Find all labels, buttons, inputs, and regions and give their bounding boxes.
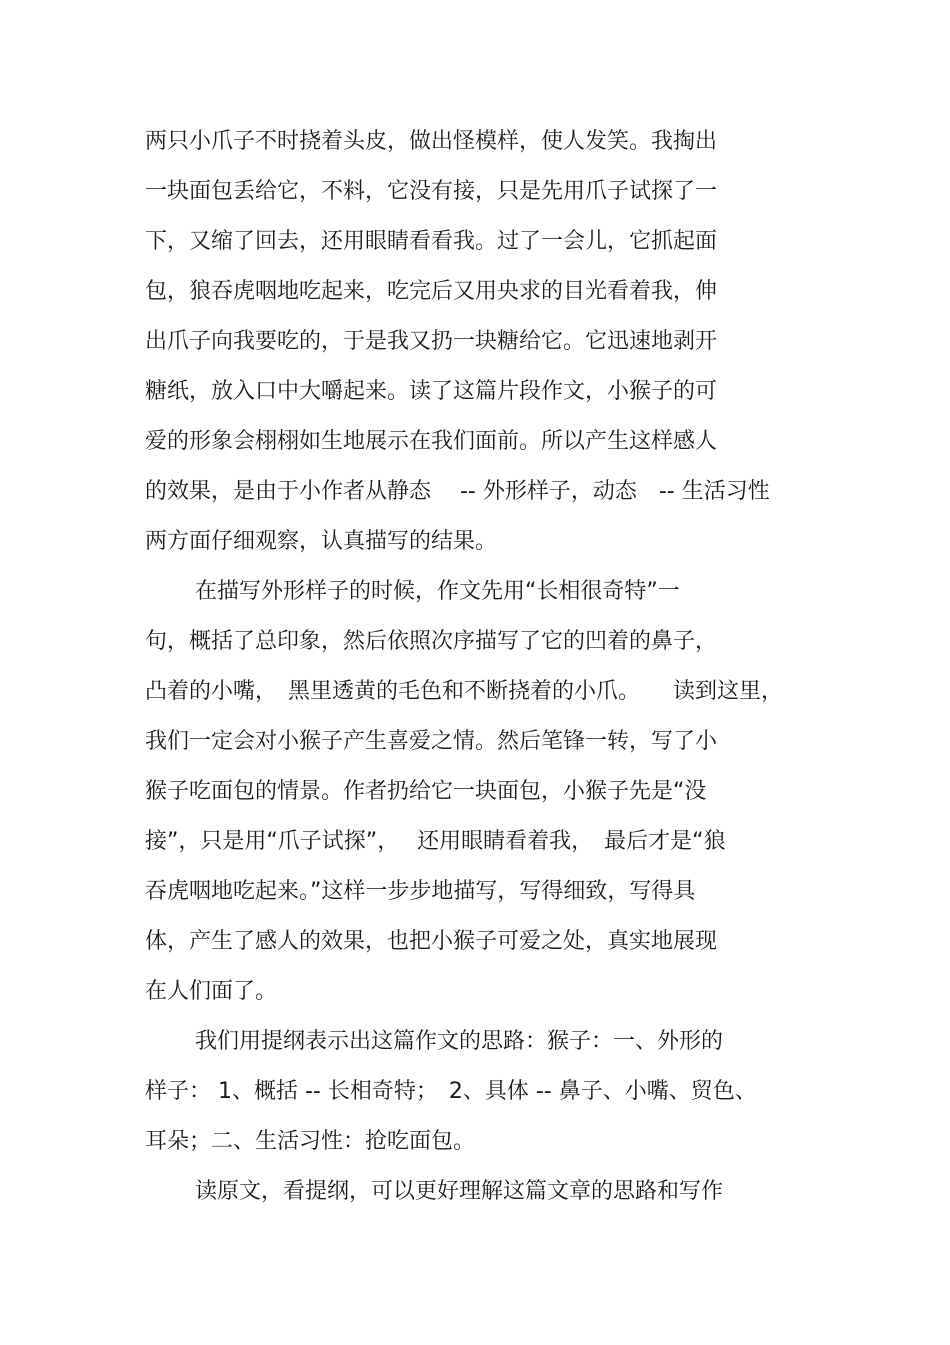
text-line: 凸着的小嘴， 黑里透黄的毛色和不断挠着的小爪。 读到这里，: [145, 679, 784, 704]
text-line: 体，产生了感人的效果，也把小猴子可爱之处，真实地展现: [145, 929, 718, 954]
text-line: 样子： 1、概括 -- 长相奇特； 2、具体 -- 鼻子、小嘴、贸色、: [145, 1079, 757, 1104]
text-line: 猴子吃面包的情景。作者扔给它一块面包，小猴子先是“没: [145, 779, 707, 804]
paragraph-start-line: 读原文，看提纲，可以更好理解这篇文章的思路和写作: [195, 1179, 724, 1204]
text-line: 接”，只是用“爪子试探”， 还用眼睛看着我， 最后才是“狼: [145, 829, 726, 854]
text-line: 出爪子向我要吃的，于是我又扔一块糖给它。它迅速地剥开: [145, 329, 718, 354]
text-line: 我们一定会对小猴子产生喜爱之情。然后笔锋一转，写了小: [145, 729, 718, 754]
paragraph-start-line: 我们用提纲表示出这篇作文的思路：猴子：一、外形的: [195, 1029, 724, 1054]
text-line: 吞虎咽地吃起来。”这样一步步地描写，写得细致，写得具: [145, 879, 696, 904]
text-line: 下，又缩了回去，还用眼睛看看我。过了一会儿，它抓起面: [145, 229, 718, 254]
text-line: 一块面包丢给它，不料，它没有接，只是先用爪子试探了一: [145, 179, 718, 204]
text-line: 两方面仔细观察，认真描写的结果。: [145, 529, 498, 554]
text-line: 句，概括了总印象，然后依照次序描写了它的凹着的鼻子，: [145, 629, 718, 654]
text-line: 包，狼吞虎咽地吃起来，吃完后又用央求的目光看着我，伸: [145, 279, 718, 304]
text-line: 耳朵；二、生活习性：抢吃面包。: [145, 1129, 476, 1154]
text-line: 糖纸，放入口中大嚼起来。读了这篇片段作文，小猴子的可: [145, 379, 718, 404]
text-line: 在人们面了。: [145, 979, 278, 1004]
text-line: 爱的形象会栩栩如生地展示在我们面前。所以产生这样感人: [145, 429, 718, 454]
text-line: 两只小爪子不时挠着头皮，做出怪模样，使人发笑。我掏出: [145, 129, 718, 154]
text-line: 的效果，是由于小作者从静态 -- 外形样子，动态 -- 生活习性: [145, 479, 770, 504]
paragraph-start-line: 在描写外形样子的时候，作文先用“长相很奇特”一: [195, 579, 680, 604]
